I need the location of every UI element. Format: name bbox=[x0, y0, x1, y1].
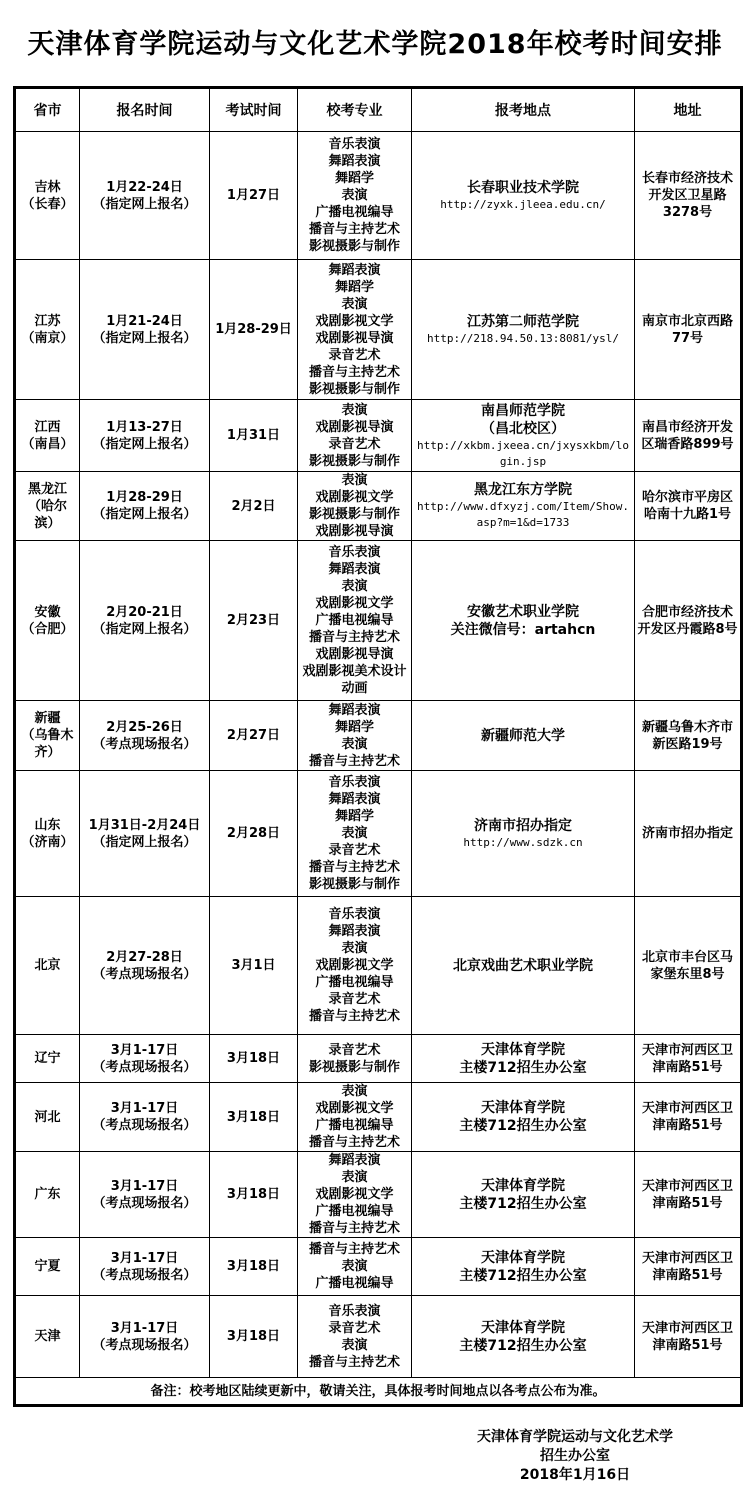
location-name: 主楼712招生办公室 bbox=[459, 1337, 587, 1354]
province-line: 吉林 bbox=[34, 179, 61, 195]
registration-line: 1月21-24日 bbox=[106, 313, 183, 329]
location-name: 天津体育学院 bbox=[481, 1177, 565, 1194]
major-item: 广播电视编导 bbox=[315, 975, 394, 990]
major-item: 舞蹈学 bbox=[334, 719, 374, 735]
location-cell bbox=[412, 701, 635, 771]
registration-url-link[interactable]: http://xkbm.jxeea.cn/jxysxkbm/login.jsp bbox=[417, 438, 629, 468]
registration-line: （考点现场报名） bbox=[92, 1267, 197, 1283]
province-cell bbox=[15, 472, 80, 541]
province-line: 江苏 bbox=[34, 313, 61, 329]
registration-line: 2月27-28日 bbox=[106, 949, 183, 965]
major-item: 播音与主持艺术 bbox=[308, 222, 400, 237]
location-name: （昌北校区） bbox=[481, 420, 565, 437]
registration-line: 3月1-17日 bbox=[110, 1101, 179, 1116]
address-cell: 合肥市经济技术开发区丹霞路8号 bbox=[635, 541, 742, 701]
major-item: 舞蹈表演 bbox=[328, 792, 381, 807]
table-row bbox=[15, 1296, 742, 1378]
province-line: （济南） bbox=[21, 834, 74, 850]
address-cell: 济南市招办指定 bbox=[635, 771, 742, 897]
major-item: 音乐表演 bbox=[328, 907, 381, 922]
majors-cell bbox=[298, 472, 412, 541]
major-item: 表演 bbox=[341, 736, 368, 752]
majors-cell bbox=[298, 1035, 412, 1083]
note-text: 备注：校考地区陆续更新中，敬请关注，具体报考时间地点以各考点公布为准。 bbox=[15, 1378, 742, 1406]
majors-cell bbox=[298, 1296, 412, 1378]
location-name: 主楼712招生办公室 bbox=[459, 1195, 587, 1212]
registration-line: 3月1-17日 bbox=[110, 1320, 179, 1336]
registration-line: （考点现场报名） bbox=[92, 1118, 197, 1133]
major-item: 戏剧影视导演 bbox=[315, 647, 394, 662]
province-line: 宁夏 bbox=[34, 1259, 61, 1274]
major-item: 表演 bbox=[341, 188, 368, 203]
table-row bbox=[15, 541, 742, 701]
major-item: 影视摄影与制作 bbox=[308, 453, 400, 469]
major-item: 录音艺术 bbox=[328, 1042, 381, 1058]
major-item: 舞蹈表演 bbox=[328, 562, 381, 577]
location-cell bbox=[412, 1035, 635, 1083]
registration-cell bbox=[80, 400, 210, 472]
address-cell: 新疆乌鲁木齐市新医路19号 bbox=[635, 701, 742, 771]
majors-cell bbox=[298, 132, 412, 260]
registration-line: （考点现场报名） bbox=[92, 1337, 197, 1353]
major-item: 表演 bbox=[341, 826, 368, 841]
province-line: （长春） bbox=[21, 196, 74, 212]
major-item: 音乐表演 bbox=[328, 137, 381, 152]
major-item: 表演 bbox=[341, 941, 368, 956]
province-cell bbox=[15, 1152, 80, 1238]
major-item: 影视摄影与制作 bbox=[308, 877, 400, 892]
address-cell: 北京市丰台区马家堡东里8号 bbox=[635, 897, 742, 1035]
location-name: 北京戏曲艺术职业学院 bbox=[453, 957, 593, 974]
majors-cell bbox=[298, 541, 412, 701]
province-cell bbox=[15, 771, 80, 897]
major-item: 戏剧影视导演 bbox=[315, 419, 394, 435]
table-row bbox=[15, 771, 742, 897]
registration-cell bbox=[80, 1035, 210, 1083]
exam-time-cell: 2月2日 bbox=[210, 472, 298, 541]
exam-time-cell: 2月27日 bbox=[210, 701, 298, 771]
address-cell: 哈尔滨市平房区哈南十九路1号 bbox=[635, 472, 742, 541]
address-cell: 天津市河西区卫津南路51号 bbox=[635, 1035, 742, 1083]
majors-cell bbox=[298, 897, 412, 1035]
major-item: 音乐表演 bbox=[328, 1303, 381, 1319]
location-cell bbox=[412, 400, 635, 472]
major-item: 广播电视编导 bbox=[315, 205, 394, 220]
location-cell bbox=[412, 1296, 635, 1378]
province-cell bbox=[15, 1296, 80, 1378]
major-item: 播音与主持艺术 bbox=[308, 364, 400, 380]
exam-time-cell: 3月1日 bbox=[210, 897, 298, 1035]
note-row bbox=[15, 1378, 742, 1406]
table-row bbox=[15, 260, 742, 400]
exam-time-cell: 1月28-29日 bbox=[210, 260, 298, 400]
table-row bbox=[15, 1152, 742, 1238]
location-cell bbox=[412, 541, 635, 701]
location-name: 天津体育学院 bbox=[481, 1100, 565, 1116]
major-item: 录音艺术 bbox=[328, 347, 381, 363]
major-item: 播音与主持艺术 bbox=[308, 1242, 400, 1257]
province-cell bbox=[15, 541, 80, 701]
registration-line: （指定网上报名） bbox=[92, 330, 197, 346]
address-cell: 天津市河西区卫津南路51号 bbox=[635, 1296, 742, 1378]
major-item: 戏剧影视文学 bbox=[315, 1101, 394, 1116]
province-cell bbox=[15, 1083, 80, 1152]
major-item: 动画 bbox=[341, 681, 368, 696]
location-name: 天津体育学院 bbox=[481, 1249, 565, 1266]
registration-line: （指定网上报名） bbox=[92, 436, 197, 452]
major-item: 音乐表演 bbox=[328, 545, 381, 560]
registration-url-link[interactable]: http://www.dfxyzj.com/Item/Show.asp?m=1&d=1733 bbox=[417, 500, 629, 529]
province-cell bbox=[15, 260, 80, 400]
location-cell bbox=[412, 1238, 635, 1296]
location-name: 济南市招办指定 bbox=[474, 817, 572, 834]
location-cell bbox=[412, 472, 635, 541]
province-cell bbox=[15, 701, 80, 771]
majors-cell bbox=[298, 1152, 412, 1238]
province-line: （哈尔 bbox=[27, 498, 67, 514]
major-item: 影视摄影与制作 bbox=[308, 239, 400, 254]
major-item: 戏剧影视文学 bbox=[315, 596, 394, 611]
header-province: 省市 bbox=[15, 88, 80, 132]
province-line: 黑龙江 bbox=[27, 481, 67, 497]
major-item: 舞蹈表演 bbox=[328, 1153, 381, 1168]
major-item: 表演 bbox=[341, 473, 368, 488]
major-item: 广播电视编导 bbox=[315, 1118, 394, 1133]
major-item: 表演 bbox=[341, 1170, 368, 1185]
major-item: 播音与主持艺术 bbox=[308, 753, 400, 769]
registration-line: （指定网上报名） bbox=[92, 507, 197, 522]
province-line: 滨） bbox=[34, 515, 61, 531]
exam-time-cell: 2月28日 bbox=[210, 771, 298, 897]
registration-url-link[interactable]: http://www.sdzk.cn bbox=[463, 835, 583, 849]
major-item: 舞蹈表演 bbox=[328, 154, 381, 169]
major-item: 舞蹈学 bbox=[334, 809, 374, 824]
location-name: 关注微信号：artahcn bbox=[450, 621, 596, 638]
schedule-table bbox=[13, 86, 743, 1407]
table-row bbox=[15, 400, 742, 472]
registration-cell bbox=[80, 701, 210, 771]
registration-cell bbox=[80, 541, 210, 701]
location-cell bbox=[412, 1152, 635, 1238]
location-cell bbox=[412, 260, 635, 400]
major-item: 戏剧影视导演 bbox=[315, 524, 394, 539]
registration-line: （指定网上报名） bbox=[92, 621, 197, 637]
table-row bbox=[15, 1083, 742, 1152]
province-line: 安徽 bbox=[34, 604, 61, 620]
major-item: 录音艺术 bbox=[328, 992, 381, 1007]
registration-line: （考点现场报名） bbox=[92, 1195, 197, 1211]
major-item: 播音与主持艺术 bbox=[308, 1135, 400, 1150]
province-line: （合肥） bbox=[21, 621, 74, 637]
registration-line: 1月13-27日 bbox=[106, 419, 183, 435]
exam-time-cell: 3月18日 bbox=[210, 1035, 298, 1083]
registration-cell bbox=[80, 771, 210, 897]
registration-line: （考点现场报名） bbox=[92, 1059, 197, 1075]
majors-cell bbox=[298, 701, 412, 771]
province-cell bbox=[15, 400, 80, 472]
footer-signature bbox=[455, 1428, 695, 1485]
location-name: 江苏第二师范学院 bbox=[467, 313, 579, 330]
location-name: 主楼712招生办公室 bbox=[459, 1118, 587, 1134]
address-cell: 天津市河西区卫津南路51号 bbox=[635, 1152, 742, 1238]
major-item: 表演 bbox=[341, 296, 368, 312]
province-cell bbox=[15, 1035, 80, 1083]
major-item: 戏剧影视文学 bbox=[315, 490, 394, 505]
registration-line: 1月22-24日 bbox=[106, 179, 183, 195]
province-line: 北京 bbox=[34, 958, 61, 973]
registration-url-link[interactable]: http://218.94.50.13:8081/ysl/ bbox=[426, 331, 620, 345]
registration-line: 3月1-17日 bbox=[110, 1042, 179, 1058]
table-row bbox=[15, 472, 742, 541]
majors-cell bbox=[298, 1083, 412, 1152]
table-row bbox=[15, 897, 742, 1035]
major-item: 戏剧影视文学 bbox=[315, 1187, 394, 1202]
exam-time-cell: 3月18日 bbox=[210, 1296, 298, 1378]
location-name: 天津体育学院 bbox=[481, 1041, 565, 1058]
address-cell: 长春市经济技术开发区卫星路3278号 bbox=[635, 132, 742, 260]
province-line: 辽宁 bbox=[34, 1051, 61, 1066]
province-line: 江西 bbox=[34, 419, 61, 435]
major-item: 音乐表演 bbox=[328, 775, 381, 790]
province-line: 新疆 bbox=[34, 711, 61, 726]
major-item: 播音与主持艺术 bbox=[308, 1221, 400, 1236]
location-name: 南昌师范学院 bbox=[481, 402, 565, 419]
page-title: 天津体育学院运动与文化艺术学院2018年校考时间安排 bbox=[27, 29, 723, 60]
major-item: 影视摄影与制作 bbox=[308, 1059, 400, 1075]
table-header-row bbox=[15, 88, 742, 132]
address-cell: 南京市北京西路77号 bbox=[635, 260, 742, 400]
registration-cell bbox=[80, 132, 210, 260]
table-row bbox=[15, 132, 742, 260]
registration-url-link[interactable]: http://zyxk.jleea.edu.cn/ bbox=[440, 197, 606, 211]
registration-line: （指定网上报名） bbox=[92, 196, 197, 212]
major-item: 广播电视编导 bbox=[315, 613, 394, 628]
major-item: 戏剧影视文学 bbox=[315, 313, 394, 329]
location-name: 长春职业技术学院 bbox=[467, 179, 579, 196]
location-name: 主楼712招生办公室 bbox=[459, 1059, 587, 1076]
registration-cell bbox=[80, 260, 210, 400]
registration-cell bbox=[80, 1152, 210, 1238]
address-cell: 天津市河西区卫津南路51号 bbox=[635, 1083, 742, 1152]
registration-line: 3月1-17日 bbox=[110, 1178, 179, 1194]
major-item: 舞蹈学 bbox=[334, 171, 374, 186]
location-name: 天津体育学院 bbox=[481, 1319, 565, 1336]
province-cell bbox=[15, 1238, 80, 1296]
major-item: 录音艺术 bbox=[328, 1320, 381, 1336]
exam-time-cell: 3月18日 bbox=[210, 1152, 298, 1238]
location-cell bbox=[412, 132, 635, 260]
location-cell bbox=[412, 897, 635, 1035]
location-cell bbox=[412, 1083, 635, 1152]
location-name: 主楼712招生办公室 bbox=[459, 1267, 587, 1284]
exam-time-cell: 1月27日 bbox=[210, 132, 298, 260]
footer-date: 2018年1月16日 bbox=[519, 1467, 631, 1483]
major-item: 录音艺术 bbox=[328, 843, 381, 858]
registration-line: 2月25-26日 bbox=[106, 719, 183, 735]
major-item: 影视摄影与制作 bbox=[308, 381, 400, 397]
header-registration-time: 报名时间 bbox=[80, 88, 210, 132]
province-cell bbox=[15, 132, 80, 260]
major-item: 播音与主持艺术 bbox=[308, 860, 400, 875]
location-name: 黑龙江东方学院 bbox=[474, 482, 572, 498]
majors-cell bbox=[298, 260, 412, 400]
exam-time-cell: 3月18日 bbox=[210, 1238, 298, 1296]
address-cell: 天津市河西区卫津南路51号 bbox=[635, 1238, 742, 1296]
province-cell bbox=[15, 897, 80, 1035]
registration-line: 3月1-17日 bbox=[110, 1250, 179, 1266]
registration-cell bbox=[80, 1238, 210, 1296]
province-line: （南昌） bbox=[21, 436, 74, 452]
registration-cell bbox=[80, 1296, 210, 1378]
major-item: 影视摄影与制作 bbox=[308, 507, 400, 522]
province-line: 河北 bbox=[34, 1109, 61, 1125]
registration-line: （指定网上报名） bbox=[92, 834, 197, 850]
major-item: 表演 bbox=[341, 1337, 368, 1353]
header-exam-time: 考试时间 bbox=[210, 88, 298, 132]
majors-cell bbox=[298, 400, 412, 472]
address-cell: 南昌市经济开发区瑞香路899号 bbox=[635, 400, 742, 472]
table-row bbox=[15, 1238, 742, 1296]
major-item: 舞蹈表演 bbox=[328, 262, 381, 278]
footer-org: 天津体育学院运动与文化艺术学 bbox=[477, 1429, 673, 1445]
registration-cell bbox=[80, 897, 210, 1035]
exam-time-cell: 1月31日 bbox=[210, 400, 298, 472]
major-item: 播音与主持艺术 bbox=[308, 630, 400, 645]
exam-time-cell: 3月18日 bbox=[210, 1083, 298, 1152]
registration-cell bbox=[80, 472, 210, 541]
province-line: 齐） bbox=[34, 745, 61, 760]
major-item: 广播电视编导 bbox=[315, 1204, 394, 1219]
registration-line: 1月28-29日 bbox=[106, 490, 183, 505]
major-item: 播音与主持艺术 bbox=[308, 1009, 400, 1024]
location-cell bbox=[412, 771, 635, 897]
major-item: 戏剧影视导演 bbox=[315, 330, 394, 346]
major-item: 表演 bbox=[341, 1084, 368, 1099]
majors-cell bbox=[298, 771, 412, 897]
major-item: 表演 bbox=[341, 579, 368, 594]
registration-line: （考点现场报名） bbox=[92, 736, 197, 752]
major-item: 录音艺术 bbox=[328, 436, 381, 452]
header-majors: 校考专业 bbox=[298, 88, 412, 132]
header-exam-location: 报考地点 bbox=[412, 88, 635, 132]
major-item: 戏剧影视美术设计 bbox=[302, 664, 407, 679]
major-item: 表演 bbox=[341, 1259, 368, 1274]
registration-line: 1月31日-2月24日 bbox=[88, 817, 201, 833]
registration-line: 2月20-21日 bbox=[106, 604, 183, 620]
major-item: 播音与主持艺术 bbox=[308, 1354, 400, 1370]
footer-office: 招生办公室 bbox=[540, 1448, 610, 1464]
header-address: 地址 bbox=[635, 88, 742, 132]
major-item: 舞蹈学 bbox=[334, 279, 374, 295]
province-line: 天津 bbox=[34, 1329, 61, 1344]
province-line: 山东 bbox=[34, 817, 61, 833]
major-item: 戏剧影视文学 bbox=[315, 958, 394, 973]
province-line: 广东 bbox=[34, 1187, 61, 1202]
location-name: 新疆师范大学 bbox=[481, 727, 565, 744]
major-item: 舞蹈表演 bbox=[328, 924, 381, 939]
table-row bbox=[15, 701, 742, 771]
location-name: 安徽艺术职业学院 bbox=[467, 603, 579, 620]
registration-cell bbox=[80, 1083, 210, 1152]
major-item: 广播电视编导 bbox=[315, 1276, 394, 1291]
table-row bbox=[15, 1035, 742, 1083]
province-line: （乌鲁木 bbox=[21, 728, 74, 743]
majors-cell bbox=[298, 1238, 412, 1296]
registration-line: （考点现场报名） bbox=[92, 966, 197, 982]
major-item: 表演 bbox=[341, 402, 368, 418]
major-item: 舞蹈表演 bbox=[328, 702, 381, 718]
province-line: （南京） bbox=[21, 330, 74, 346]
exam-time-cell: 2月23日 bbox=[210, 541, 298, 701]
